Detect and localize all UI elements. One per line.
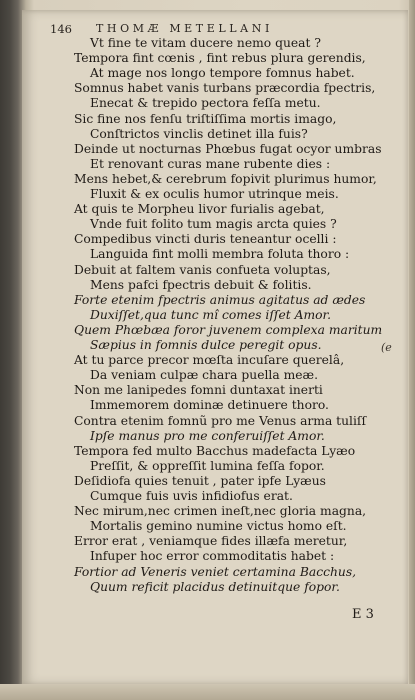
- running-head: THOMÆ METELLANI: [96, 22, 273, 35]
- margin-note: (e: [381, 341, 392, 354]
- verse-line: Tempora fint cœnis , fint rebus plura gerendis,: [74, 51, 366, 66]
- verse-line: Enecat & trepido pectora feſſa metu.: [90, 96, 321, 111]
- verse-line: Deſidiofa quies tenuit , pater ipfe Lyæus: [74, 473, 326, 488]
- page-number: 146: [50, 22, 72, 36]
- verse-line: Immemorem dominæ detinuere thoro.: [90, 398, 329, 413]
- verse-line: At quis te Morpheu livor furialis agebat,: [74, 202, 325, 217]
- verse-line: Et renovant curas mane rubente dies :: [90, 156, 331, 171]
- verse-line: Conſtrictos vinclis detinet illa fuis?: [90, 126, 308, 141]
- verse-line: Quem Phœbæa foror juvenem complexa maritum: [74, 322, 383, 337]
- verse-line: Fluxit & ex oculis humor utrinque meis.: [90, 187, 339, 201]
- verse-line: Debuit at faltem vanis confueta voluptas,: [74, 262, 331, 277]
- verse-line: Compedibus vincti duris teneantur ocelli :: [74, 232, 337, 247]
- verse-line: Error erat , veniamque fides illæfa meretur,: [74, 534, 348, 549]
- verse-line: Mens hebet,& cerebrum fopivit plurimus humor,: [74, 171, 377, 186]
- verse-line: Forte etenim fpectris animus agitatus ad ædes: [74, 292, 366, 307]
- verse-line: Nec mirum,nec crimen ineſt,nec gloria magna,: [74, 504, 367, 519]
- verse-line: Contra etenim fomnũ pro me Venus arma tuliſſ: [74, 413, 367, 428]
- verse-line: Cumque fuis uvis infidiofus erat.: [90, 489, 293, 503]
- verse-line: Tempora fed multo Bacchus madefacta Lyæo: [74, 443, 356, 458]
- verse-line: Ipſe manus pro me conferuiſſet Amor.: [90, 428, 325, 443]
- verse-line: Somnus habet vanis turbans præcordia fpectris,: [74, 81, 376, 96]
- verse-line: Sic fine nos fenſu triſtiſſima mortis imago,: [74, 111, 337, 126]
- verse-line: At mage nos longo tempore fomnus habet.: [90, 66, 355, 81]
- verse-line: Non me lanipedes fomni duntaxat inerti: [74, 383, 323, 398]
- verse-line: Mens pafci fpectris debuit & folitis.: [90, 277, 312, 292]
- verse-line: Deinde ut nocturnas Phœbus fugat ocyor umbras: [74, 141, 382, 156]
- verse-line: Infuper hoc error commoditatis habet :: [90, 549, 335, 564]
- verse-line: Vt fine te vitam ducere nemo queat ?: [90, 36, 321, 50]
- verse-line: Preſſit, & oppreſſit lumina feſſa fopor.: [90, 458, 325, 473]
- verse-line: Languida fint molli membra foluta thoro :: [90, 247, 350, 262]
- verse-line: Vnde fuit folito tum magis arcta quies ?: [90, 217, 337, 232]
- verse-line: Quum reficit placidus detinuitque fopor.: [90, 579, 340, 594]
- verse-line: Duxiſſet,qua tunc mî comes iſſet Amor.: [90, 307, 331, 322]
- verse-line: Fortior ad Veneris veniet certamina Bacchus,: [74, 564, 357, 579]
- verse-line: At tu parce precor mœſta incuſare querelâ,: [74, 353, 345, 368]
- signature-mark: E 3: [352, 607, 374, 622]
- verse-line: Sæpius in fomnis dulce peregit opus.: [90, 338, 322, 352]
- verse-line: Da veniam culpæ chara puella meæ.: [90, 368, 318, 383]
- verse-line: Mortalis gemino numine victus homo eſt.: [90, 519, 347, 534]
